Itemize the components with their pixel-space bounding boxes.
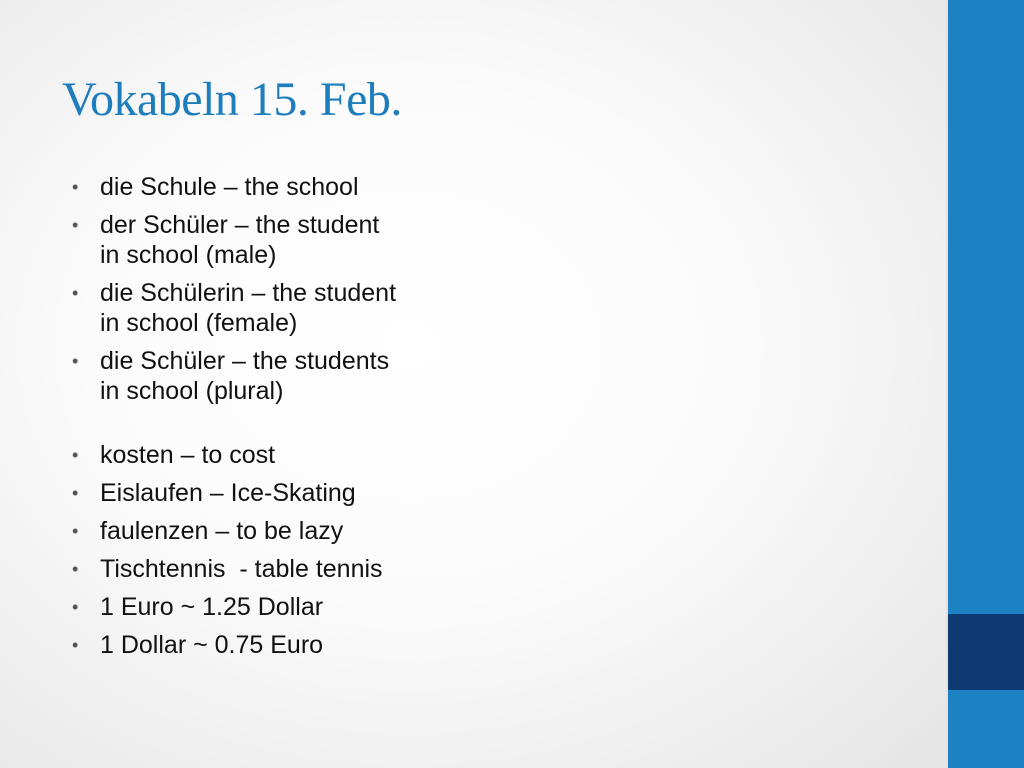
list-item	[72, 172, 472, 202]
bullet-icon: •	[72, 445, 79, 465]
list-item-text: die Schülerin – the student	[100, 279, 397, 307]
list-item	[72, 516, 472, 546]
bullet-icon: •	[72, 177, 79, 197]
bullet-icon: •	[72, 215, 79, 235]
bullet-icon: •	[72, 559, 79, 579]
bullet-icon: •	[72, 635, 79, 655]
list-item-text-continued: in school (plural)	[100, 377, 284, 405]
list-item-text: Tischtennis - table tennis	[100, 555, 383, 583]
bullet-icon: •	[72, 597, 79, 617]
list-item	[72, 592, 472, 622]
list-item-text: kosten – to cost	[100, 441, 276, 469]
bullet-icon: •	[72, 351, 79, 371]
bullet-icon: •	[72, 283, 79, 303]
list-item-text: die Schule – the school	[100, 173, 359, 201]
list-item-text: faulenzen – to be lazy	[100, 517, 344, 545]
list-item-text: die Schüler – the students	[100, 347, 390, 375]
vocab-list	[72, 172, 472, 668]
list-item	[72, 210, 472, 270]
list-item-text-continued: in school (male)	[100, 241, 277, 269]
list-item	[72, 554, 472, 584]
list-item	[72, 630, 472, 660]
bullet-icon: •	[72, 521, 79, 541]
list-item	[72, 478, 472, 508]
list-item	[72, 440, 472, 470]
side-accent-block	[948, 614, 1024, 690]
list-item	[72, 346, 472, 406]
list-item-text: der Schüler – the student	[100, 211, 380, 239]
list-item-text: 1 Dollar ~ 0.75 Euro	[100, 631, 324, 659]
slide-title: Vokabeln 15. Feb.	[62, 73, 402, 126]
list-item	[72, 278, 472, 338]
list-item-text: Eislaufen – Ice-Skating	[100, 479, 356, 507]
list-item-text-continued: in school (female)	[100, 309, 298, 337]
bullet-icon: •	[72, 483, 79, 503]
list-item-text: 1 Euro ~ 1.25 Dollar	[100, 593, 324, 621]
